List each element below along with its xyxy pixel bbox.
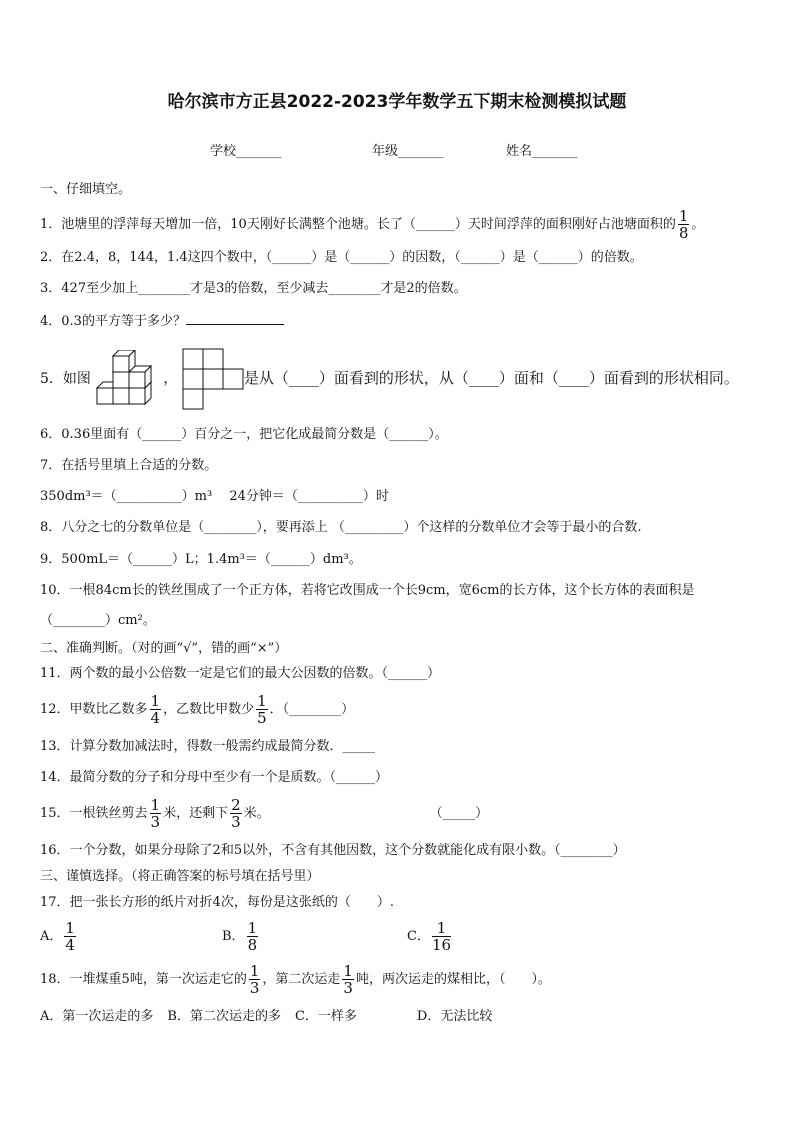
question-5: 5．如图 ， 是从（____）面看到的形状，从（____）面和（____）面看到的形状相同。 [40, 347, 739, 410]
question-11: 11．两个数的最小公倍数一定是它们的最大公因数的倍数。（______） [40, 666, 441, 681]
question-14: 14．最简分数的分子和分母中至少有一个是质数。（______） [40, 770, 389, 785]
option-d: D．无法比较 [416, 1009, 493, 1024]
section-1-heading: 一、仔细填空。 [40, 182, 132, 197]
cube-stack-figure [95, 350, 163, 408]
question-12: 12．甲数比乙数多 $\frac{1}{4}$ ，乙数比甲数少 $\frac{1}{5}$ ．（________） [40, 692, 355, 727]
q1-text: 1．池塘里的浮萍每天增加一倍，10天刚好长满整个池塘。长了（______）天时间浮萍的面积刚好占池塘面积的 [40, 217, 676, 232]
option-c: C． $\frac{1}{16}$ [407, 919, 452, 954]
question-18-options [40, 1008, 492, 1026]
option-a: A． $\frac{1}{4}$ [40, 919, 75, 954]
q18-fraction-1: $\frac{1}{3}$ [249, 962, 260, 997]
q12-fraction-1: $\frac{1}{4}$ [150, 692, 161, 727]
grade-field: 年级_______ [372, 144, 444, 159]
option-b: B． $\frac{1}{8}$ [222, 919, 258, 954]
name-field: 姓名_______ [506, 144, 578, 159]
section-3-heading: 三、谨慎选择。（将正确答案的标号填在括号里） [40, 869, 320, 884]
question-10: 10．一根84cm长的铁丝围成了一个正方体，若将它改围成一个长9cm，宽6cm的长方体，这个长方体的表面积是 [40, 583, 695, 598]
question-13: 13．计算分数加减法时，得数一般需约成最简分数．_____ [40, 739, 376, 754]
question-1: 1．池塘里的浮萍每天增加一倍，10天刚好长满整个池塘。长了（______）天时间浮萍的面积刚好占池塘面积的 $\frac{1}{8}$ 。 [40, 207, 705, 242]
question-15: 15．一根铁丝剪去 $\frac{1}{3}$ 米，还剩下 $\frac{2}{3}$ 米。 （_____） [40, 796, 489, 831]
school-field: 学校_______ [210, 144, 282, 159]
q15-fraction-1: $\frac{1}{3}$ [150, 796, 161, 831]
q15-fraction-2: $\frac{2}{3}$ [231, 796, 241, 831]
answer-blank [186, 312, 284, 325]
option-a: A．第一次运走的多 [40, 1009, 154, 1024]
question-3: 3．427至少加上________才是3的倍数，至少减去________才是2的倍数。 [40, 281, 467, 296]
question-16: 16．一个分数，如果分母除了2和5以外，不含有其他因数，这个分数就能化成有限小数。（________） [40, 843, 626, 858]
question-17-options [40, 920, 453, 953]
question-6: 6．0.36里面有（______）百分之一，把它化成最简分数是（______）。 [40, 427, 448, 442]
question-18: 18．一堆煤重5吨，第一次运走它的 $\frac{1}{3}$ ，第二次运走 $\frac{1}{3}$ 吨，两次运走的煤相比，（ ）。 [40, 962, 551, 997]
grid-view-figure [182, 348, 244, 410]
question-8: 8．八分之七的分数单位是（________），要再添上 （_________）个这样的分数单位才会等于最小的合数. [40, 520, 642, 535]
option-c: C．一样多 [294, 1009, 357, 1024]
question-10-continued: （________）cm²。 [40, 613, 156, 628]
section-2-heading: 二、准确判断。（对的画“√”，错的画“×”） [40, 641, 288, 656]
option-b: B．第二次运走的多 [167, 1009, 281, 1024]
question-4: 4．0.3的平方等于多少？ [40, 312, 284, 331]
question-2: 2．在2.4，8，144，1.4这四个数中，（______）是（______）的因数，（______）是（______）的倍数。 [40, 250, 643, 265]
q12-fraction-2: $\frac{1}{5}$ [257, 692, 267, 727]
question-17: 17．把一张长方形的纸片对折4次，每份是这张纸的（ ）. [40, 895, 394, 910]
question-9: 9．500mL＝（______）L；1.4m³＝（______）dm³。 [40, 552, 362, 567]
page-title: 哈尔滨市方正县2022-2023学年数学五下期末检测模拟试题 [167, 92, 627, 112]
q18-fraction-2: $\frac{1}{3}$ [343, 962, 353, 997]
q1-fraction: $\frac{1}{8}$ [678, 207, 689, 242]
question-7: 7．在括号里填上合适的分数。 [40, 458, 218, 473]
question-7-items: 350dm³＝（__________）m³ 24分钟＝（__________）时 [40, 489, 389, 504]
